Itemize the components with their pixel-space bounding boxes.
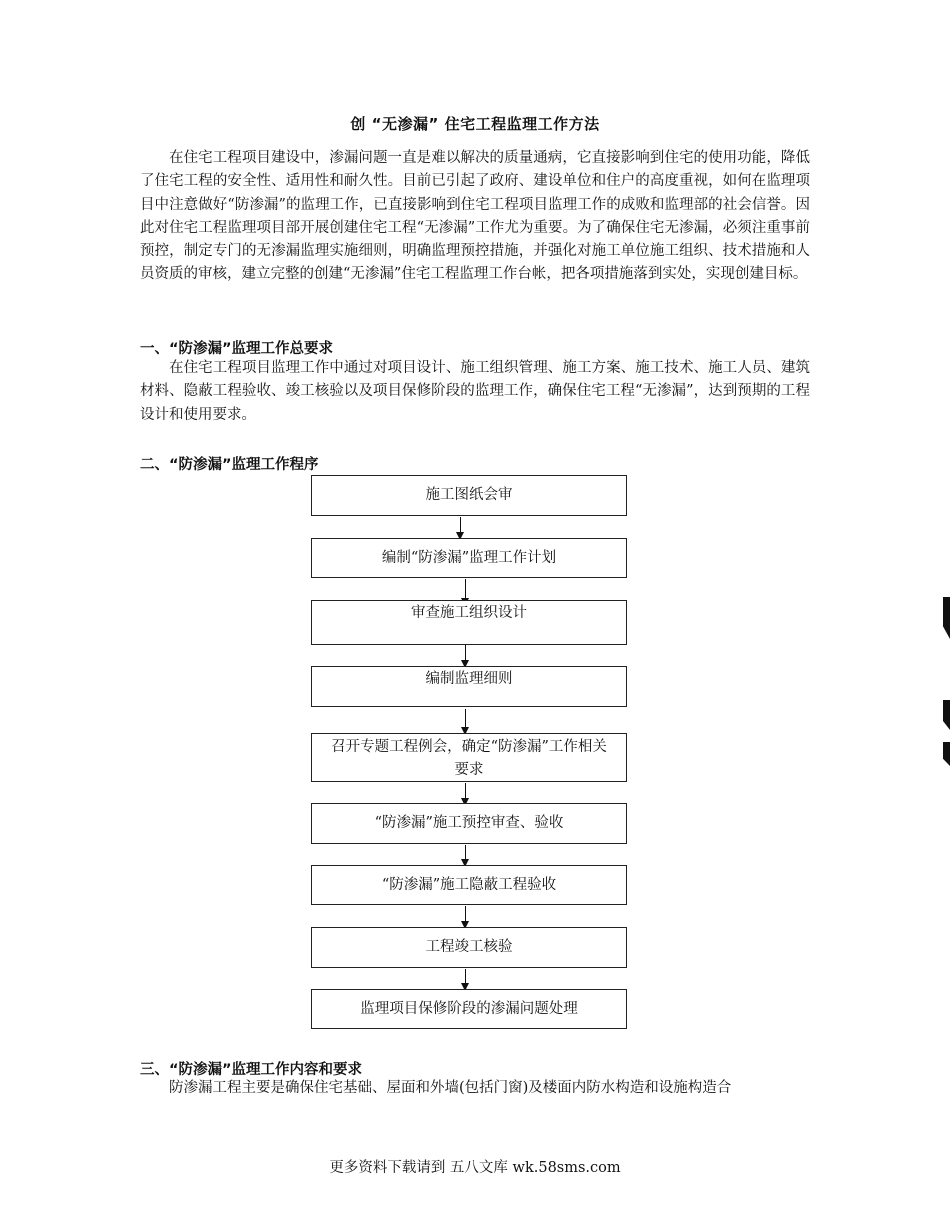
flow-arrow-6 bbox=[465, 845, 466, 866]
section-3-heading: 三、“防渗漏”监理工作内容和要求 bbox=[140, 1062, 363, 1078]
flow-step-6: “防渗漏”施工预控审查、验收 bbox=[311, 803, 627, 844]
flow-step-7: “防渗漏”施工隐蔽工程验收 bbox=[311, 865, 627, 905]
flow-arrow-7 bbox=[465, 906, 466, 928]
flow-step-1: 施工图纸会审 bbox=[311, 475, 627, 516]
flow-step-3: 审查施工组织设计 bbox=[311, 600, 627, 645]
edge-arrow-mark bbox=[943, 742, 950, 766]
flow-step-2: 编制“防渗漏”监理工作计划 bbox=[311, 538, 627, 578]
flow-arrow-5 bbox=[465, 783, 466, 805]
flow-step-9: 监理项目保修阶段的渗漏问题处理 bbox=[311, 989, 627, 1029]
footer-download-note: 更多资料下载请到 五八文库 wk.58sms.com bbox=[329, 1160, 621, 1176]
flow-arrow-4 bbox=[465, 709, 466, 734]
flow-step-8: 工程竣工核验 bbox=[311, 927, 627, 968]
edge-arrow-mark bbox=[943, 700, 950, 730]
document-title: 创 “无渗漏” 住宅工程监理工作方法 bbox=[350, 115, 600, 133]
section-1-heading: 一、“防渗漏”监理工作总要求 bbox=[140, 341, 334, 357]
section-3-paragraph: 防渗漏工程主要是确保住宅基础、屋面和外墙(包括门窗)及楼面内防水构造和设施构造合 bbox=[169, 1080, 732, 1096]
flow-arrow-1 bbox=[460, 517, 461, 539]
section-1-paragraph: 在住宅工程项目监理工作中通过对项目设计、施工组织管理、施工方案、施工技术、施工人员、建筑材料、隐蔽工程验收、竣工核验以及项目保修阶段的监理工作，确保住宅工程“无渗漏”，达到预期的工程设计和使用要求。 bbox=[140, 360, 810, 423]
section-2-heading: 二、“防渗漏”监理工作程序 bbox=[140, 457, 319, 473]
flow-step-4: 编制监理细则 bbox=[311, 666, 627, 707]
flow-arrow-3 bbox=[465, 645, 466, 667]
flow-step-5: 召开专题工程例会，确定“防渗漏”工作相关要求 bbox=[311, 733, 627, 782]
intro-paragraph: 在住宅工程项目建设中，渗漏问题一直是难以解决的质量通病，它直接影响到住宅的使用功能，降低了住宅工程的安全性、适用性和耐久性。目前已引起了政府、建设单位和住户的高度重视，如何在监理项目中注意做好“防渗漏”的监理工作，已直接影响到住宅工程项目监理工作的成败和监理部的社会信誉。因此对住宅工程监理项目部开展创建住宅工程“无渗漏”工作尤为重要。为了确保住宅无渗漏，必须注重事前预控，制定专门的无渗漏监理实施细则，明确监理预控措施，并强化对施工单位施工组织、技术措施和人员资质的审核，建立完整的创建“无渗漏”住宅工程监理工作台帐，把各项措施落到实处，实现创建目标。 bbox=[140, 150, 810, 283]
edge-arrow-mark bbox=[943, 597, 950, 639]
flow-arrow-8 bbox=[465, 969, 466, 990]
